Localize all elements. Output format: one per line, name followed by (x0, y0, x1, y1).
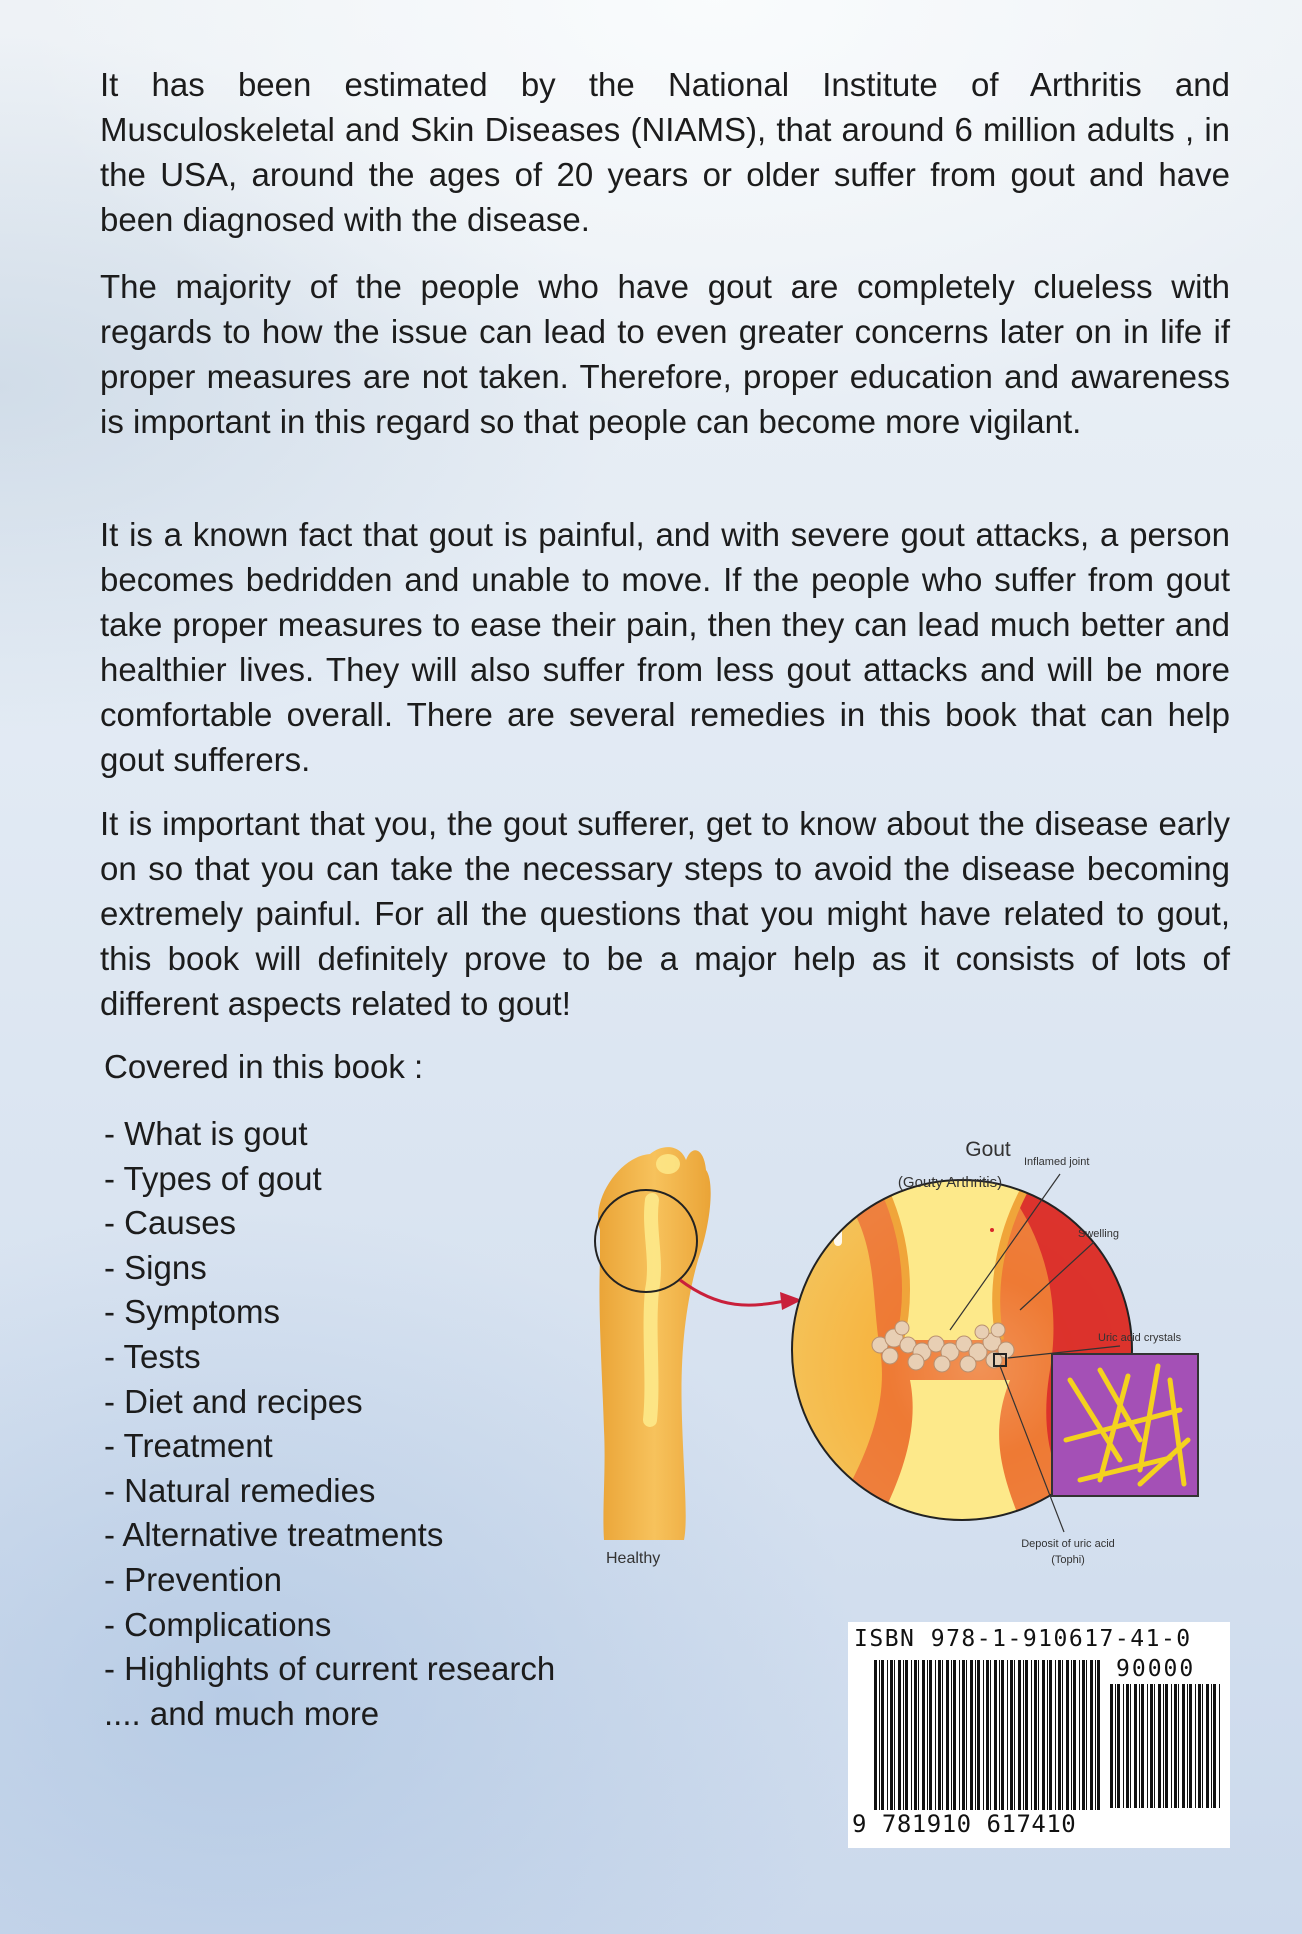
barcode-bar (1058, 1660, 1061, 1810)
list-item: - Signs (104, 1248, 207, 1286)
list-item: - Symptoms (104, 1293, 281, 1331)
barcode-bar (929, 1660, 932, 1810)
barcode-bar (1042, 1660, 1045, 1810)
barcode-bar (1139, 1684, 1140, 1808)
isbn-number: ISBN 978-1-910617-41-0 (854, 1626, 1192, 1652)
isbn-barcode (848, 1622, 1230, 1848)
barcode-bar (898, 1660, 901, 1810)
uric-acid-crystals-inset (1052, 1354, 1198, 1496)
barcode-bar (1062, 1660, 1063, 1810)
barcode-bar (1110, 1684, 1113, 1808)
barcode-bar (994, 1660, 997, 1810)
barcode-bar (1189, 1684, 1192, 1808)
list-item: - Highlights of current research (104, 1650, 556, 1688)
barcode-bar (1007, 1660, 1008, 1810)
barcode-bar (1010, 1660, 1013, 1810)
list-item: - Types of gout (104, 1159, 322, 1197)
label-uric-acid-crystals: Uric acid crystals (1098, 1332, 1182, 1344)
barcode-bar (1090, 1660, 1093, 1810)
barcode-bar (953, 1660, 956, 1810)
barcode-bar (1115, 1684, 1116, 1808)
label-healthy: Healthy (606, 1550, 661, 1567)
barcode-bar (983, 1660, 984, 1810)
covered-title: Covered in this book : (104, 1048, 424, 1085)
label-swelling: Swelling (1078, 1228, 1119, 1240)
barcode-bar (1130, 1684, 1131, 1808)
barcode-bar (935, 1660, 936, 1810)
gout-illustration (580, 1140, 1240, 1580)
barcode-bar (999, 1660, 1000, 1810)
barcode-bar (1097, 1660, 1100, 1810)
barcode-bar (942, 1660, 943, 1810)
barcode-bar (938, 1660, 941, 1810)
barcode-bar (1023, 1660, 1024, 1810)
barcode-bar (874, 1660, 877, 1810)
barcode-bar (1171, 1684, 1172, 1808)
barcode-bar (946, 1660, 949, 1810)
barcode-bar (975, 1660, 976, 1810)
list-item: - Tests (104, 1337, 201, 1375)
barcode-bar (986, 1660, 989, 1810)
foot-graphic (595, 1147, 802, 1540)
description-paragraph-4: It is important that you, the gout sufferer, get to know about the disease early on so that you can take the necessary steps to avoid the disease becoming extremely painful. For all the questions that you might have related to gout, this book will definitely prove to be a major help as it consists of lots of different aspects related to gout! (100, 805, 1230, 1022)
barcode-bar (1018, 1660, 1021, 1810)
barcode-bar (1147, 1684, 1148, 1808)
list-item: - Alternative treatments (104, 1516, 444, 1554)
barcode-bar (1034, 1660, 1037, 1810)
topics-list (104, 1112, 555, 1736)
description-paragraph-2: The majority of the people who have gout are completely clueless with regards to how the issue can lead to even greater concerns later on in life if proper measures are not taken. Therefore, proper education and awareness is important in this regard so that people can become more vigilant. (100, 268, 1230, 440)
barcode-addon-bars (1110, 1684, 1222, 1808)
barcode-bar (1134, 1684, 1137, 1808)
list-item: - Treatment (104, 1427, 273, 1465)
barcode-bar (1095, 1660, 1096, 1810)
label-inflamed-joint: Inflamed joint (1024, 1156, 1090, 1168)
barcode-bar (970, 1660, 973, 1810)
barcode-bar (977, 1660, 980, 1810)
description-paragraph-3: It is a known fact that gout is painful, and with severe gout attacks, a person becomes bedridden and unable to move. If the people who suffer from gout take proper measures to ease their pain, then they can lead much better and healthier lives. They will also suffer from less gout attacks and will be more comfortable overall. There are several remedies in this book that can help gout sufferers. (100, 516, 1230, 778)
barcode-bar (1195, 1684, 1196, 1808)
barcode-bar (1163, 1684, 1164, 1808)
barcode-bar (1187, 1684, 1188, 1808)
label-deposit: Deposit of uric acid (1021, 1538, 1115, 1550)
barcode-bar (1174, 1684, 1177, 1808)
barcode-bar (911, 1660, 912, 1810)
barcode-bar (1211, 1684, 1212, 1808)
barcode-bar (1073, 1660, 1076, 1810)
barcode-bar (894, 1660, 895, 1810)
barcode-bar (959, 1660, 960, 1810)
illustration-title: Gout (965, 1138, 1011, 1161)
barcode-bar (1047, 1660, 1048, 1810)
list-item: - Causes (104, 1204, 237, 1242)
barcode-bar (1055, 1660, 1056, 1810)
barcode-bar (1066, 1660, 1069, 1810)
barcode-bar (1150, 1684, 1153, 1808)
list-item: - Natural remedies (104, 1471, 376, 1509)
list-item: - Prevention (104, 1560, 282, 1598)
list-item: - Diet and recipes (104, 1382, 363, 1420)
barcode-bar (1126, 1684, 1129, 1808)
barcode-bar (905, 1660, 908, 1810)
barcode-bar (1086, 1660, 1087, 1810)
barcode-bar (1025, 1660, 1028, 1810)
barcode-bar (1031, 1660, 1032, 1810)
barcode-bar (914, 1660, 917, 1810)
barcode-bar (1198, 1684, 1201, 1808)
barcode-bar (1071, 1660, 1072, 1810)
barcode-bar (966, 1660, 967, 1810)
barcode-bar (1178, 1684, 1179, 1808)
barcode-bars (874, 1660, 1100, 1810)
barcode-bar (1014, 1660, 1015, 1810)
barcode-bar (1001, 1660, 1004, 1810)
barcode-bar (1219, 1684, 1220, 1808)
barcode-bar (990, 1660, 991, 1810)
label-tophi: (Tophi) (1051, 1554, 1085, 1566)
barcode-bar (1206, 1684, 1209, 1808)
barcode-bar (879, 1660, 880, 1810)
barcode-bar (1079, 1660, 1080, 1810)
barcode-bar (918, 1660, 919, 1810)
description-paragraph-1: It has been estimated by the National Institute of Arthritis and Musculoskeletal and Skin Diseases (NIAMS), that around 6 million adults , in the USA, around the ages of 20 years or older suffer from gout and have been diagnosed with the disease. (100, 66, 1230, 238)
list-item: - Complications (104, 1605, 332, 1643)
barcode-bar (1158, 1684, 1161, 1808)
gout-diagram-graphic (580, 1140, 1240, 1580)
barcode-bar (1202, 1684, 1203, 1808)
illustration-subtitle: (Gouty Arthritis) (897, 1174, 1003, 1191)
barcode-bar (1082, 1660, 1085, 1810)
barcode-bar (1165, 1684, 1168, 1808)
barcode-bar (1117, 1684, 1120, 1808)
barcode-bar (1123, 1684, 1124, 1808)
barcode-bar (881, 1660, 884, 1810)
barcode-bar (1038, 1660, 1039, 1810)
barcode-bar (951, 1660, 952, 1810)
barcode-bar (1154, 1684, 1155, 1808)
list-item: .... and much more (104, 1694, 380, 1732)
barcode-bar (962, 1660, 965, 1810)
barcode-bar (927, 1660, 928, 1810)
price-code: 90000 (1116, 1656, 1196, 1682)
barcode-bar (1182, 1684, 1185, 1808)
barcode-bar (922, 1660, 925, 1810)
barcode-bar (1213, 1684, 1216, 1808)
barcode-digits: 9 781910 617410 (852, 1810, 1077, 1838)
barcode-bar (887, 1660, 888, 1810)
barcode-bar (1141, 1684, 1144, 1808)
barcode-bar (903, 1660, 904, 1810)
list-item: - What is gout (104, 1115, 308, 1152)
barcode-bar (890, 1660, 893, 1810)
barcode-bar (1049, 1660, 1052, 1810)
